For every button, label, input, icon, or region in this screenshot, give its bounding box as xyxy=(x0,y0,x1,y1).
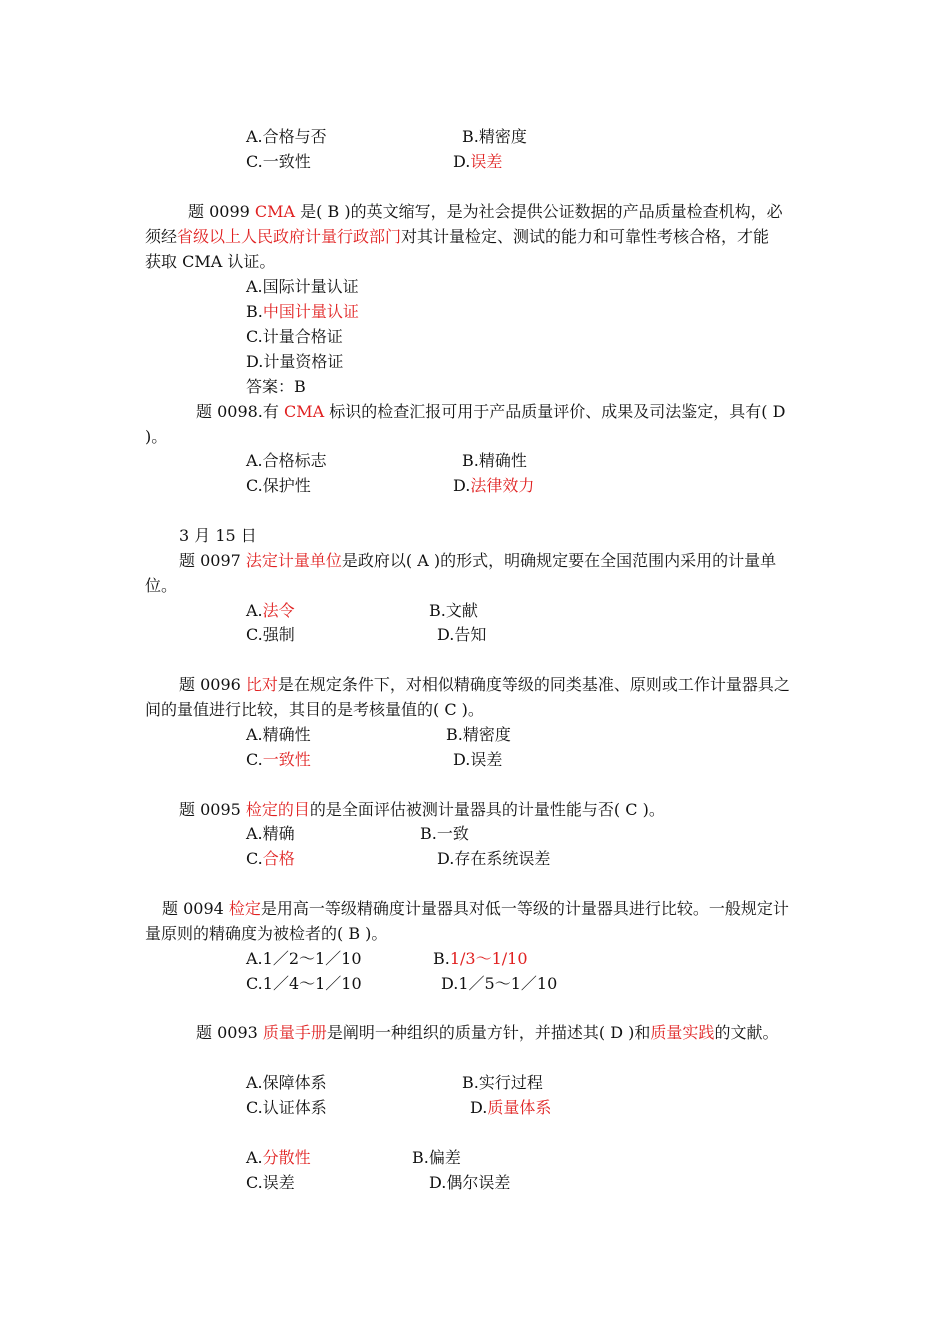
option-c: C.认证体系 xyxy=(246,1098,327,1117)
option-b: B.1/3～1/10 xyxy=(433,949,528,968)
option-c: C.强制 xyxy=(246,625,295,644)
option-c: C.一致性 xyxy=(246,750,311,769)
option-d: D.质量体系 xyxy=(470,1098,552,1117)
option-b: B.中国计量认证 xyxy=(246,302,359,321)
option-c: C.合格 xyxy=(246,849,295,868)
option-b: B.精密度 xyxy=(462,127,527,146)
option-c: C.一致性 xyxy=(246,152,311,171)
question-0099-line1: 题 0099 CMA 是( B )的英文缩写，是为社会提供公证数据的产品质量检查机构，必 xyxy=(188,202,783,221)
option-a: A.合格与否 xyxy=(246,127,327,146)
question-0097-line2: 位。 xyxy=(145,576,178,595)
option-d: D.法律效力 xyxy=(453,476,535,495)
date-heading: 3 月 15 日 xyxy=(179,526,257,545)
question-0096-line1: 题 0096 比对是在规定条件下，对相似精确度等级的同类基准、原则或工作计量器具之 xyxy=(179,675,790,694)
option-a: A.合格标志 xyxy=(246,451,327,470)
question-0098-line2: )。 xyxy=(145,427,168,446)
option-b: B.文献 xyxy=(429,601,478,620)
question-0096-line2: 间的量值进行比较，其目的是考核量值的( C )。 xyxy=(145,700,484,719)
option-a: A.保障体系 xyxy=(246,1073,327,1092)
option-d: D.误差 xyxy=(453,152,503,171)
question-0099-line3: 获取 CMA 认证。 xyxy=(145,252,276,271)
option-c: C.1／4～1／10 xyxy=(246,974,362,993)
option-d: D.告知 xyxy=(437,625,487,644)
option-b: B.精确性 xyxy=(462,451,527,470)
question-0095-line1: 题 0095 检定的目的是全面评估被测计量器具的计量性能与否( C )。 xyxy=(179,800,665,819)
answer: 答案：B xyxy=(246,377,306,396)
question-0094-line1: 题 0094 检定是用高一等级精确度计量器具对低一等级的计量器具进行比较。一般规定计 xyxy=(162,899,789,918)
question-0093-line1: 题 0093 质量手册是阐明一种组织的质量方针，并描述其( D )和质量实践的文献。 xyxy=(196,1023,779,1042)
option-b: B.偏差 xyxy=(412,1148,461,1167)
option-a: A.国际计量认证 xyxy=(246,277,359,296)
option-d: D.误差 xyxy=(453,750,503,769)
option-c: C.保护性 xyxy=(246,476,311,495)
option-b: B.一致 xyxy=(420,824,469,843)
option-d: D.计量资格证 xyxy=(246,352,344,371)
question-0099-line2: 须经省级以上人民政府计量行政部门对其计量检定、测试的能力和可靠性考核合格，才能 xyxy=(145,227,770,246)
option-a: A.精确性 xyxy=(246,725,311,744)
question-0097-line1: 题 0097 法定计量单位是政府以( A )的形式，明确规定要在全国范围内采用的计量单 xyxy=(179,551,777,570)
option-c: C.误差 xyxy=(246,1173,295,1192)
option-d: D.存在系统误差 xyxy=(437,849,551,868)
option-b: B.精密度 xyxy=(446,725,511,744)
question-0094-line2: 量原则的精确度为被检者的( B )。 xyxy=(145,924,388,943)
option-d: D.偶尔误差 xyxy=(429,1173,511,1192)
option-b: B.实行过程 xyxy=(462,1073,543,1092)
option-a: A.1／2～1／10 xyxy=(246,949,362,968)
option-c: C.计量合格证 xyxy=(246,327,343,346)
question-0098-line1: 题 0098.有 CMA 标识的检查汇报可用于产品质量评价、成果及司法鉴定，具有( D xyxy=(196,402,786,421)
option-a: A.精确 xyxy=(246,824,295,843)
option-a: A.分散性 xyxy=(246,1148,311,1167)
option-d: D.1／5～1／10 xyxy=(441,974,558,993)
option-a: A.法令 xyxy=(246,601,295,620)
